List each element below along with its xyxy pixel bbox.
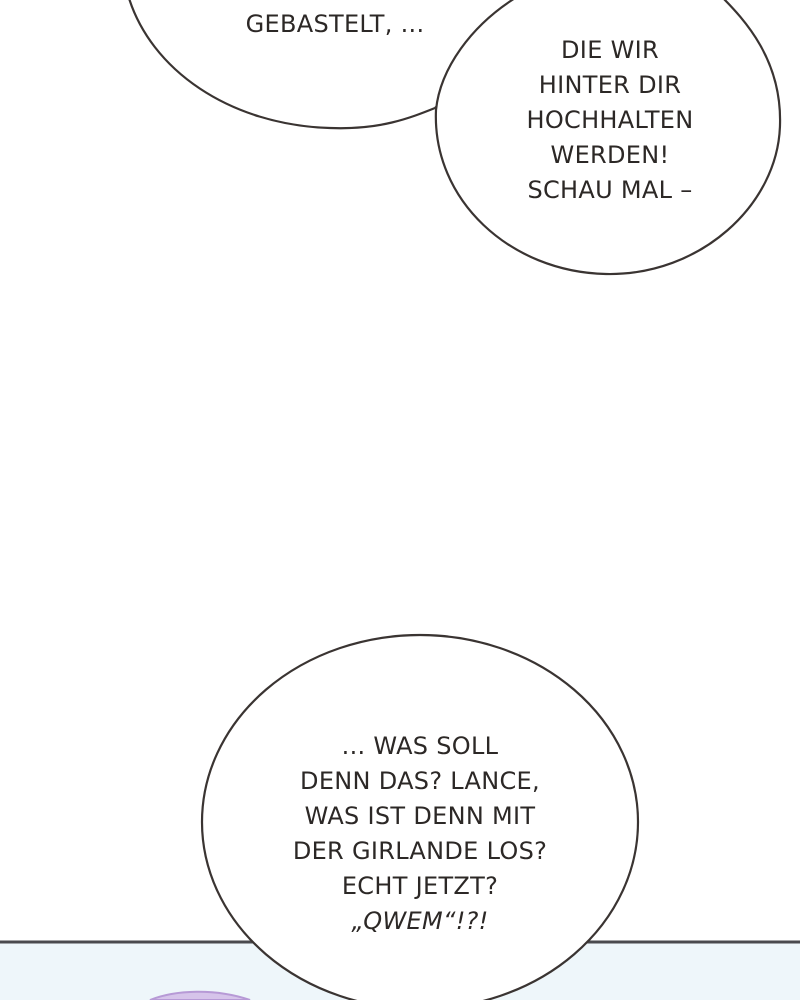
- bubble-line: WERDEN!: [550, 141, 670, 169]
- bubble-line: DER GIRLANDE LOS?: [292, 837, 548, 865]
- bubble-line: HOCHHALTEN: [526, 106, 694, 134]
- bubble-line: „QWEM“!?!: [351, 907, 489, 935]
- bubble-line: WAS IST DENN MIT: [304, 802, 536, 830]
- bubble-line: HINTER DIR: [538, 71, 682, 99]
- bubble-line: DENN DAS? LANCE,: [300, 767, 540, 795]
- speech-bubble-bottom: [270, 729, 570, 939]
- speech-bubble-top-left: [215, 7, 455, 42]
- bubble-line: ... WAS SOLL: [341, 732, 499, 760]
- bubble-line: ECHT JETZT?: [341, 872, 499, 900]
- speech-bubble-top-right: [480, 33, 740, 208]
- bubble-line: GEBASTELT, ...: [245, 10, 425, 38]
- bubble-line: DIE WIR: [561, 36, 659, 64]
- bubble-line: SCHAU MAL –: [527, 176, 693, 204]
